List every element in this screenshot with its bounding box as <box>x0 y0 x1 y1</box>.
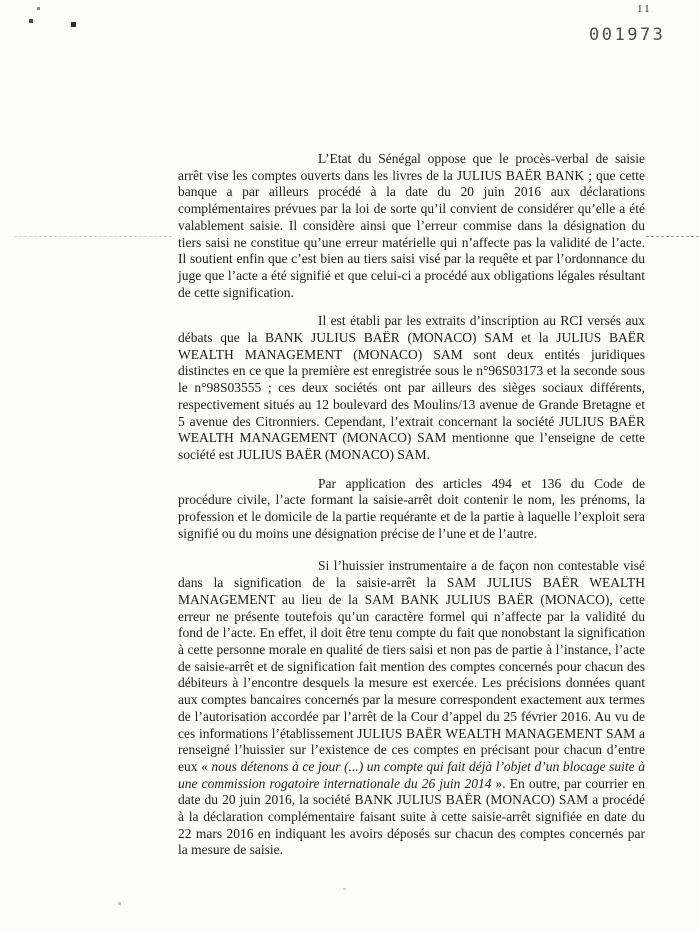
document-text <box>178 151 645 859</box>
paragraph-text: Il est établi par les extraits d’inscription au RCI versés aux débats que la BANK JULIUS BAËR (MONACO) SAM et la JULIUS BAËR WEALTH MANAGEMENT (MONACO) SAM sont deux entités juridiques distinctes en ce que la première est enregistrée sous le n°96S03173 et la seconde sous le n°98S03555 ; ces deux sociétés ont par ailleurs des sièges sociaux différents, respectivement situés au 12 boulevard des Moulins/13 avenue de Grande Bretagne et 5 avenue des Citronniers. Cependant, l’extrait concernant la société JULIUS BAËR WEALTH MANAGEMENT (MONACO) SAM mentionne que l’enseigne de cette société est JULIUS BAËR (MONACO) SAM. <box>178 313 645 462</box>
scan-speck <box>118 902 121 905</box>
scan-speck <box>29 19 33 23</box>
fold-line-right <box>646 236 699 237</box>
scan-speck <box>37 7 40 10</box>
paragraph-3 <box>178 476 645 543</box>
paragraph-1 <box>178 151 645 301</box>
scan-speck <box>343 888 346 890</box>
paragraph-2 <box>178 313 645 463</box>
quoted-text: nous détenons à ce jour (...) un compte qui fait déjà l’objet d’un blocage suite à une commission rogatoire internationale du 26 juin 2014 <box>178 758 645 791</box>
paragraph-text: L’Etat du Sénégal oppose que le procès-verbal de saisie arrêt vise les comptes ouverts dans les livres de la JULIUS BAËR BANK ; que cette banque a par ailleurs procédé à la date du 20 juin 2016 aux déclarations complémentaires prévues par la loi de sorte qu’il convient de considérer qu’elle a été valablement saisie. Il considère ainsi que l’erreur commise dans la désignation du tiers saisi ne constitue qu’une erreur matérielle qui n’affecte pas la validité de l’acte. Il soutient enfin que c’est bien au tiers saisi visé par la requête et par l’ordonnance du juge que l’acte a été signifié et que celui-ci a procédé aux obligations légales résultant de cette signification. <box>178 151 645 300</box>
scan-speck <box>71 22 76 27</box>
stamp-number: 001973 <box>589 25 666 45</box>
paragraph-text: ». En outre, par courrier en date du 20 juin 2016, la société BANK JULIUS BAËR (MONACO) SAM a procédé à la déclaration complémentaire faisant suite à cette saisie-arrêt signifiée en date du 22 mars 2016 en indiquant les avoirs déposés sur chacun des comptes concernés par la mesure de saisie. <box>178 775 646 858</box>
fold-line-left <box>14 236 172 237</box>
paragraph-text: Si l’huissier instrumentaire a de façon non contestable visé dans la signification de la saisie-arrêt la SAM JULIUS BAËR WEALTH MANAGEMENT au lieu de la SAM BANK JULIUS BAËR (MONACO), cette erreur ne présente toutefois qu’un caractère formel qui n’affecte par la validité du fond de l’acte. En effet, il doit être tenu compte du fait que nonobstant la signification à cette personne morale en qualité de tiers saisi et non pas de partie à l’instance, l’acte de saisie-arrêt et de signification fait mention des comptes concernés pour chacun des débiteurs à l’encontre desquels la mesure est exercée. Les précisions données quant aux comptes bancaires concernés par la mesure correspondent exactement aux termes de l’autorisation accordée par l’arrêt de la Cour d’appel du 25 février 2016. Au vu de ces informations l’établissement JULIUS BAËR WEALTH MANAGEMENT SAM a renseigné l’huissier sur l’existence de ces comptes en précisant pour chacun d’entre eux « <box>178 558 645 774</box>
paragraph-text: Par application des articles 494 et 136 du Code de procédure civile, l’acte formant la saisie-arrêt doit contenir le nom, les prénoms, la profession et le domicile de la partie requérante et de la partie à laquelle l’exploit sera signifié ou du moins une désignation précise de l’une et de l’autre. <box>178 475 645 541</box>
paragraph-4 <box>178 558 645 859</box>
page-number: 11 <box>637 3 652 15</box>
